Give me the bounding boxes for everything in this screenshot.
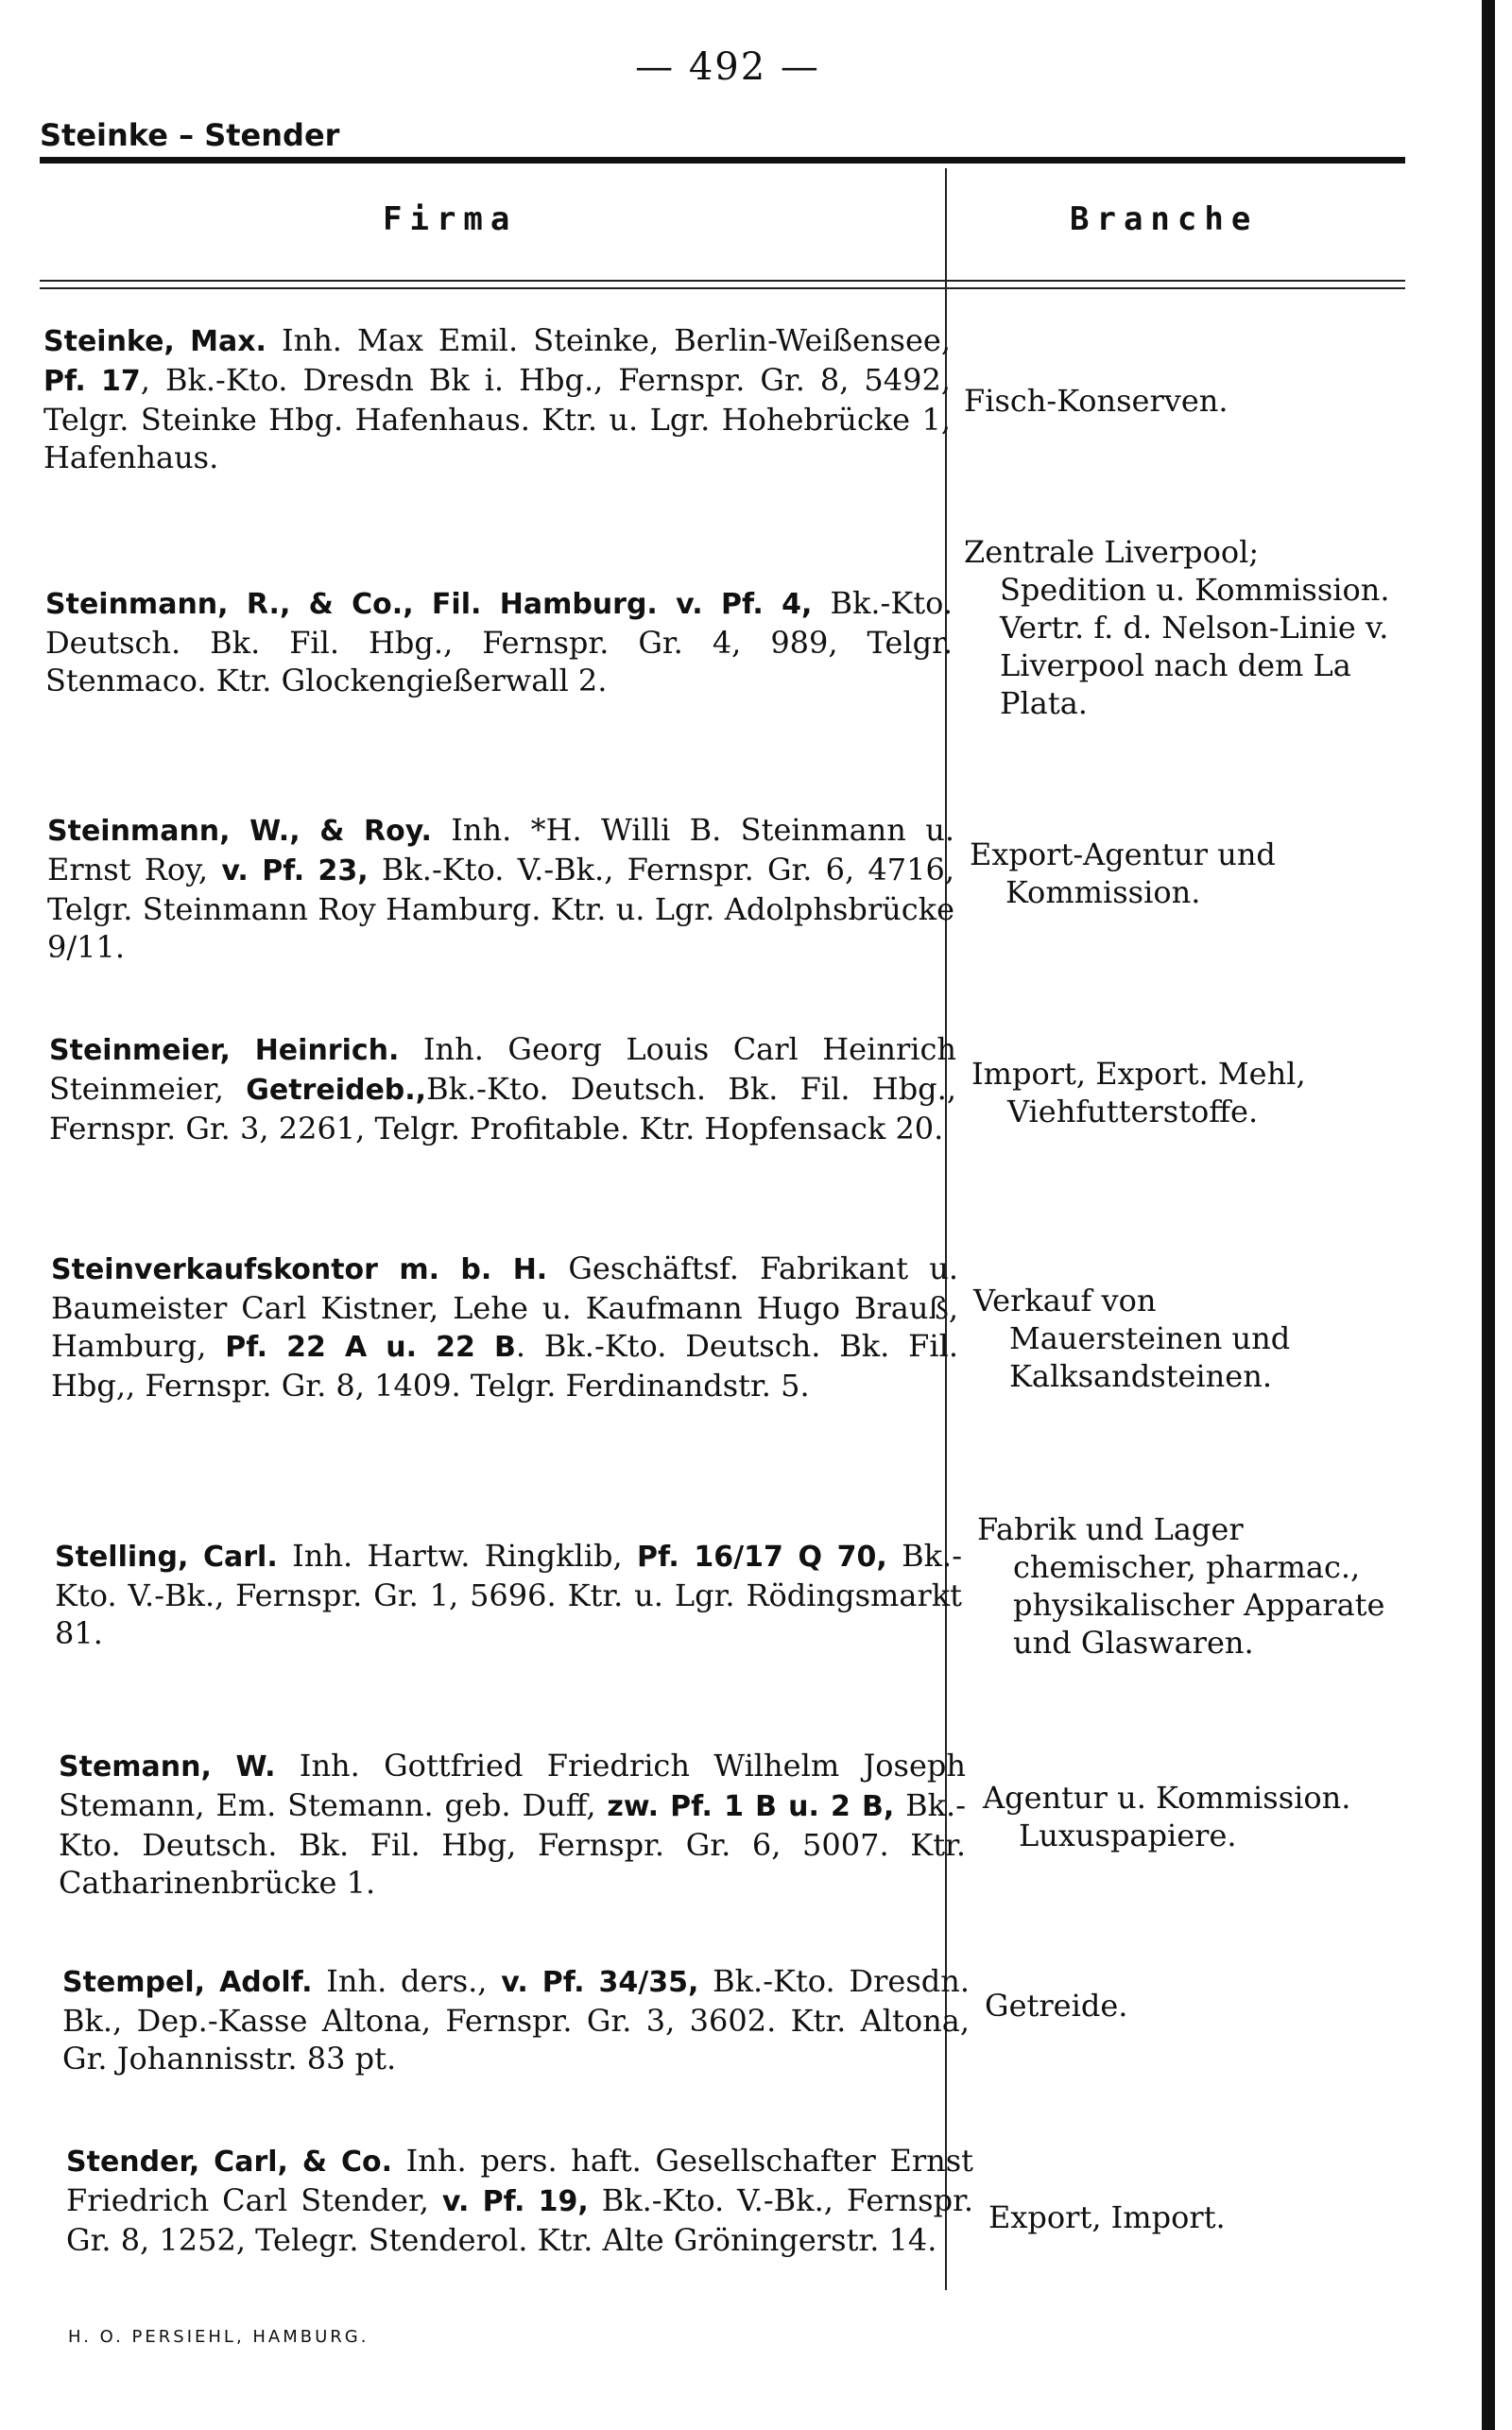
entry-branche: [970, 836, 1442, 911]
entry-text: Inh. *H. Willi B. Steinmann u. Ernst Roy,: [47, 812, 954, 888]
entry-postfach: Pf. 16/17 Q 70,: [637, 1541, 887, 1574]
entry-postfach: v. Pf. 19,: [441, 2185, 589, 2218]
entry-firma: [62, 1962, 970, 2077]
entry-text: Bk.-Kto. V.-Bk., Fernspr. Gr. 8, 1252, Telegr. Stenderol. Ktr. Alte Gröningerstr. 14.: [66, 2182, 974, 2258]
branche-line: chemischer, pharmac., physikalischer Apparate und Glaswaren.: [1013, 1549, 1385, 1661]
entry-name: Steinke, Max.: [43, 325, 266, 358]
branche-line: Export-Agentur und: [970, 836, 1276, 872]
branche-line: Verkauf von: [973, 1283, 1157, 1318]
branche-line: Mauersteinen und Kalksandsteinen.: [1009, 1320, 1291, 1394]
header-rule: [40, 157, 1405, 164]
entry-text: . Bk.-Kto. Deutsch. Bk. Fil. Hbg,, Fernspr. Gr. 8, 1409. Telgr. Ferdinandstr. 5.: [51, 1328, 959, 1404]
entry-branche: [971, 1055, 1444, 1130]
branche-line: Fabrik und Lager: [977, 1511, 1244, 1547]
entry-branche: [964, 382, 1436, 420]
entry-postfach: zw. Pf. 1 B u. 2 B,: [607, 1790, 895, 1823]
entry-firma: [55, 1537, 962, 1652]
entry-firma: [49, 1030, 956, 1147]
branche-line: Luxuspapiere.: [1019, 1818, 1237, 1853]
branche-line: Kommission.: [1005, 874, 1201, 910]
entry-name: Stemann, W.: [59, 1750, 276, 1784]
entry-branche: [973, 1282, 1446, 1395]
entry-text: Bk.-Kto. V.-Bk., Fernspr. Gr. 1, 5696. Ktr. u. Lgr. Rödingsmarkt 81.: [55, 1538, 963, 1651]
branche-line: Export, Import.: [988, 2199, 1226, 2235]
entry-text: Inh. pers. haft. Gesellschafter Ernst Friedrich Carl Stender,: [66, 2143, 973, 2218]
running-head: Steinke – Stender: [40, 117, 340, 153]
entry-branche: [964, 533, 1436, 722]
branche-line: Zentrale Liverpool;: [964, 534, 1260, 570]
branche-line: Import, Export. Mehl,: [971, 1056, 1306, 1092]
entry-postfach: Pf. 22 A u. 22 B: [225, 1331, 516, 1364]
entry-text: , Bk.-Kto. Dresdn Bk i. Hbg., Fernspr. Gr. 8, 5492, Telgr. Steinke Hbg. Hafenhaus. Ktr. u. Lgr. Hohebrücke 1, Hafenhaus.: [43, 362, 951, 475]
entry-name: Stelling, Carl.: [55, 1541, 278, 1574]
entry-text: Bk.-Kto. Dresdn. Bk., Dep.-Kasse Altona, Fernspr. Gr. 3, 3602. Ktr. Altona, Gr. Johannisstr. 83 pt.: [62, 1963, 970, 2077]
branche-line: Fisch-Konserven.: [964, 383, 1228, 419]
entry-firma: [43, 321, 951, 476]
entry-postfach: Pf. 17: [43, 365, 141, 398]
entry-name: Steinmeier, Heinrich.: [49, 1034, 400, 1067]
column-header-branche: Branche: [1070, 200, 1259, 238]
entry-name: Stempel, Adolf.: [62, 1966, 313, 1999]
entry-name: Steinmann, R., & Co., Fil. Hamburg. v. Pf. 4,: [45, 588, 813, 621]
entry-text: Inh. ders.,: [312, 1963, 502, 1999]
entry-branche: [983, 1779, 1455, 1854]
branche-line: Spedition u. Kommission. Vertr. f. d. Nelson-Linie v. Liverpool nach dem La Plata.: [1000, 572, 1390, 721]
entry-text: Inh. Hartw. Ringklib,: [277, 1538, 637, 1574]
page-number: — 492 —: [635, 45, 820, 89]
entry-text: Inh. Georg Louis Carl Heinrich Steinmeier,: [49, 1031, 957, 1107]
entry-text: Geschäftsf. Fabrikant u. Baumeister Carl Kistner, Lehe u. Kaufmann Hugo Brauß, Hamburg,: [51, 1250, 959, 1364]
entry-branche: [985, 1987, 1457, 2025]
entry-firma: [59, 1747, 966, 1902]
entry-postfach: v. Pf. 23,: [221, 854, 369, 888]
entry-name: Stender, Carl, & Co.: [66, 2146, 392, 2179]
entry-firma: [66, 2142, 973, 2259]
entry-text: Inh. Gottfried Friedrich Wilhelm Joseph Stemann, Em. Stemann. geb. Duff,: [59, 1748, 966, 1823]
entry-text: Bk.-Kto. V.-Bk., Fernspr. Gr. 6, 4716, Telgr. Steinmann Roy Hamburg. Ktr. u. Lgr. Adolphsbrücke 9/11.: [47, 852, 954, 965]
branche-line: Agentur u. Kommission.: [983, 1780, 1351, 1816]
entry-postfach: v. Pf. 34/35,: [501, 1966, 699, 1999]
entry-postfach: Getreideb.,: [246, 1074, 427, 1107]
entry-name: Steinverkaufskontor m. b. H.: [51, 1253, 548, 1286]
column-header-firma: Firma: [383, 200, 518, 238]
printer-imprint: H. O. PERSIEHL, HAMBURG.: [68, 2327, 369, 2347]
entry-branche: [988, 2198, 1461, 2236]
entry-branche: [977, 1510, 1450, 1662]
entry-text: Bk.-Kto. Deutsch. Bk. Fil. Hbg., Fernspr. Gr. 3, 2261, Telgr. Profitable. Ktr. Hopfensack 20.: [49, 1071, 957, 1146]
branche-line: Viehfutterstoffe.: [1007, 1094, 1259, 1129]
entry-firma: [51, 1249, 958, 1405]
entry-text: Inh. Max Emil. Steinke, Berlin-Weißensee,: [266, 322, 952, 358]
entry-firma: [45, 584, 953, 699]
page-edge-border: [1482, 0, 1495, 2430]
entry-text: Bk.-Kto. Deutsch. Bk. Fil. Hbg., Fernspr. Gr. 4, 989, Telgr. Stenmaco. Ktr. Glockengießerwall 2.: [45, 585, 953, 698]
header-double-rule: [40, 280, 1405, 289]
branche-line: Getreide.: [985, 1988, 1128, 2024]
entry-name: Steinmann, W., & Roy.: [47, 815, 432, 848]
entry-text: Bk.-Kto. Deutsch. Bk. Fil. Hbg, Fernspr. Gr. 6, 5007. Ktr. Catharinenbrücke 1.: [59, 1787, 967, 1901]
entry-firma: [47, 811, 954, 966]
